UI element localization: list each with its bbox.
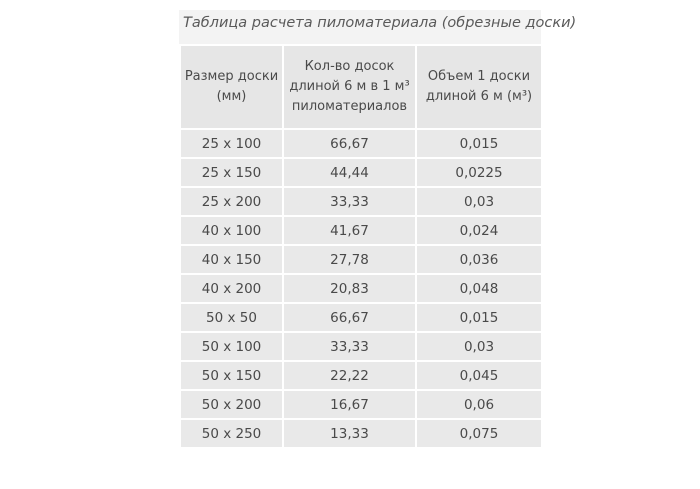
cell-board-count: 33,33 bbox=[283, 187, 416, 216]
cell-board-count: 13,33 bbox=[283, 419, 416, 448]
header-board-size: Размер доски (мм) bbox=[180, 45, 283, 129]
header-board-count: Кол-во досок длиной 6 м в 1 м³ пиломатериалов bbox=[283, 45, 416, 129]
cell-board-volume: 0,048 bbox=[416, 274, 542, 303]
cell-board-size: 25 х 100 bbox=[180, 129, 283, 158]
table-row bbox=[180, 158, 542, 187]
cell-board-count: 22,22 bbox=[283, 361, 416, 390]
cell-board-count: 41,67 bbox=[283, 216, 416, 245]
cell-board-size: 40 х 100 bbox=[180, 216, 283, 245]
cell-board-count: 20,83 bbox=[283, 274, 416, 303]
header-board-volume: Объем 1 доски длиной 6 м (м³) bbox=[416, 45, 542, 129]
cell-board-volume: 0,024 bbox=[416, 216, 542, 245]
cell-board-volume: 0,0225 bbox=[416, 158, 542, 187]
table-row bbox=[180, 274, 542, 303]
cell-board-size: 50 х 100 bbox=[180, 332, 283, 361]
table-header-row bbox=[180, 45, 542, 129]
cell-board-count: 16,67 bbox=[283, 390, 416, 419]
cell-board-volume: 0,03 bbox=[416, 187, 542, 216]
table-row bbox=[180, 361, 542, 390]
cell-board-count: 27,78 bbox=[283, 245, 416, 274]
cell-board-count: 66,67 bbox=[283, 129, 416, 158]
table-row bbox=[180, 216, 542, 245]
cell-board-size: 40 х 200 bbox=[180, 274, 283, 303]
cell-board-size: 50 х 50 bbox=[180, 303, 283, 332]
table-row bbox=[180, 390, 542, 419]
cell-board-size: 50 х 250 bbox=[180, 419, 283, 448]
cell-board-size: 25 х 150 bbox=[180, 158, 283, 187]
table-row bbox=[180, 129, 542, 158]
table-row bbox=[180, 332, 542, 361]
cell-board-size: 50 х 150 bbox=[180, 361, 283, 390]
cell-board-volume: 0,045 bbox=[416, 361, 542, 390]
cell-board-volume: 0,015 bbox=[416, 303, 542, 332]
cell-board-size: 50 х 200 bbox=[180, 390, 283, 419]
table-row bbox=[180, 419, 542, 448]
table-caption: Таблица расчета пиломатериала (обрезные доски) bbox=[179, 10, 541, 44]
cell-board-size: 25 х 200 bbox=[180, 187, 283, 216]
cell-board-count: 33,33 bbox=[283, 332, 416, 361]
cell-board-count: 44,44 bbox=[283, 158, 416, 187]
table-row bbox=[180, 187, 542, 216]
cell-board-volume: 0,015 bbox=[416, 129, 542, 158]
cell-board-volume: 0,06 bbox=[416, 390, 542, 419]
cell-board-volume: 0,036 bbox=[416, 245, 542, 274]
table-row bbox=[180, 245, 542, 274]
table-body bbox=[180, 129, 542, 448]
cell-board-count: 66,67 bbox=[283, 303, 416, 332]
lumber-table-container bbox=[179, 10, 577, 449]
cell-board-volume: 0,03 bbox=[416, 332, 542, 361]
table-row bbox=[180, 303, 542, 332]
cell-board-size: 40 х 150 bbox=[180, 245, 283, 274]
cell-board-volume: 0,075 bbox=[416, 419, 542, 448]
lumber-table bbox=[179, 44, 543, 449]
